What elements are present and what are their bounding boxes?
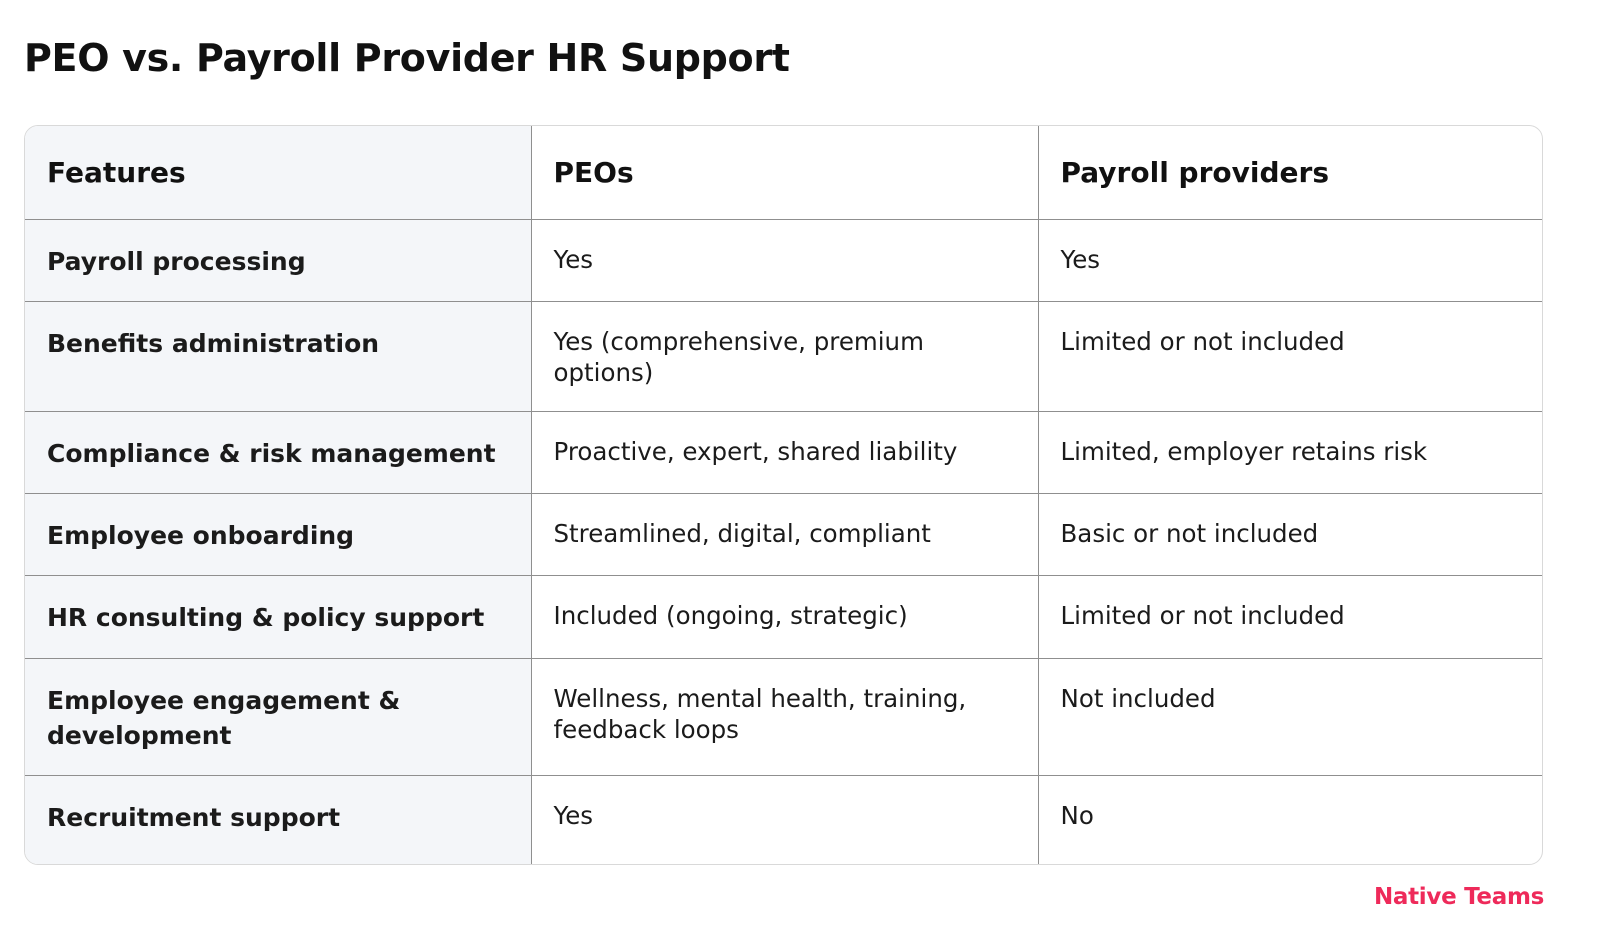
comparison-table	[24, 125, 1543, 865]
table-row	[25, 775, 1543, 864]
payroll-value-cell: Limited, employer retains risk	[1038, 411, 1543, 493]
payroll-value-cell: Not included	[1038, 658, 1543, 775]
header-peos: PEOs	[531, 126, 1038, 219]
payroll-value-cell: Basic or not included	[1038, 493, 1543, 575]
table-row	[25, 411, 1543, 493]
table-row	[25, 493, 1543, 575]
table-header-row	[25, 126, 1543, 219]
peo-value-cell: Wellness, mental health, training, feedback loops	[531, 658, 1038, 775]
feature-cell: Employee engagement & development	[25, 658, 531, 775]
peo-value-cell: Included (ongoing, strategic)	[531, 575, 1038, 658]
table-row	[25, 219, 1543, 301]
header-payroll-providers: Payroll providers	[1038, 126, 1543, 219]
table-row	[25, 658, 1543, 775]
feature-cell: HR consulting & policy support	[25, 575, 531, 658]
feature-cell: Payroll processing	[25, 219, 531, 301]
native-teams-logo: Native Teams	[1373, 884, 1544, 910]
feature-cell: Recruitment support	[25, 775, 531, 864]
payroll-value-cell: Limited or not included	[1038, 301, 1543, 411]
table-row	[25, 301, 1543, 411]
peo-value-cell: Proactive, expert, shared liability	[531, 411, 1038, 493]
feature-cell: Benefits administration	[25, 301, 531, 411]
payroll-value-cell: Yes	[1038, 219, 1543, 301]
peo-value-cell: Yes	[531, 775, 1038, 864]
header-features: Features	[25, 126, 531, 219]
payroll-value-cell: No	[1060, 800, 1094, 830]
peo-value-cell: Yes (comprehensive, premium options)	[531, 301, 1038, 411]
page-title: PEO vs. Payroll Provider HR Support	[24, 36, 790, 80]
feature-cell: Compliance & risk management	[25, 411, 531, 493]
peo-value-cell: Yes	[531, 219, 1038, 301]
feature-cell: Employee onboarding	[25, 493, 531, 575]
peo-value-cell: Streamlined, digital, compliant	[531, 493, 1038, 575]
payroll-value-cell: Limited or not included	[1038, 575, 1543, 658]
table-row	[25, 575, 1543, 658]
